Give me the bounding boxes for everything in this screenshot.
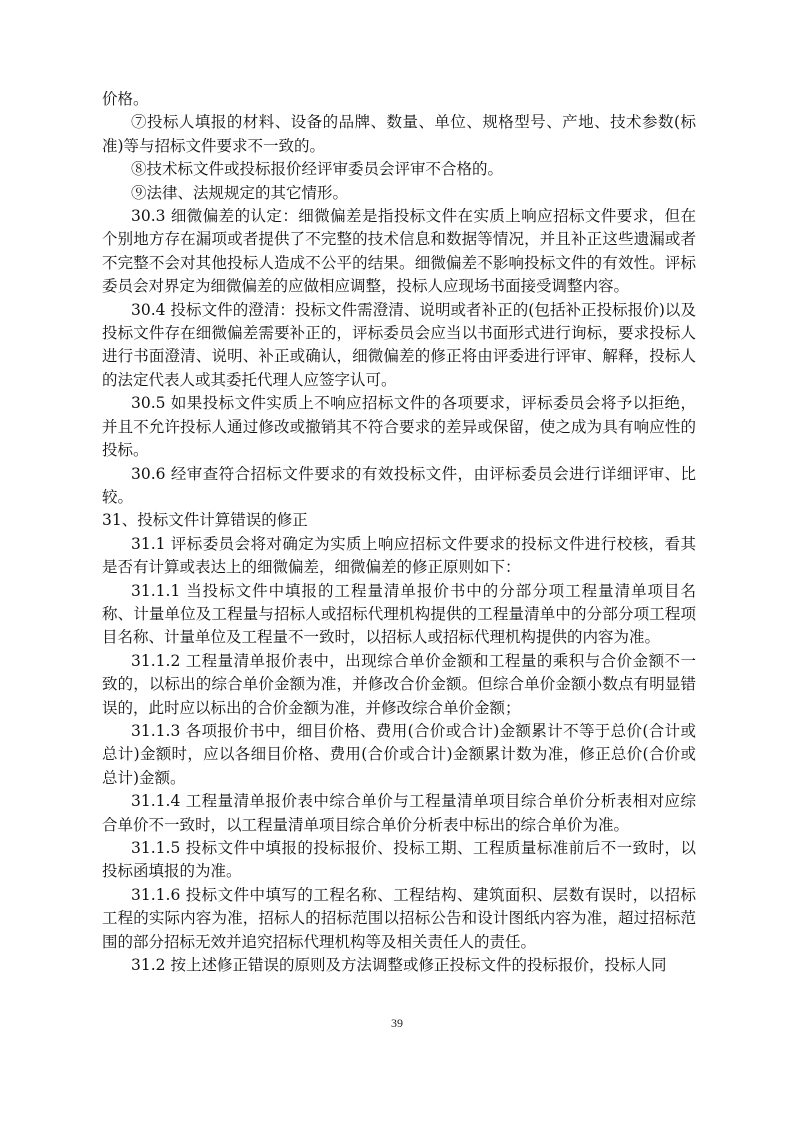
paragraph-31-1-3: 31.1.3 各项报价书中，细目价格、费用(合价或合计)金额累计不等于总价(合计或总计)金额时，应以各细目价格、费用(合价或合计)金额累计数为准，修正总价(合价或总计)金额。 [102,721,696,787]
paragraph-31-1: 31.1 评标委员会将对确定为实质上响应招标文件要求的投标文件进行校核，看其是否有计算或表达上的细微偏差，细微偏差的修正原则如下： [102,534,696,577]
paragraph-30-6: 30.6 经审查符合招标文件要求的有效投标文件，由评标委员会进行详细评审、比较。 [102,464,696,506]
paragraph-31-1-4: 31.1.4 工程量清单报价表中综合单价与工程量清单项目综合单价分析表相对应综合单价不一致时，以工程量清单项目综合单价分析表中标出的综合单价为准。 [102,792,696,834]
paragraph-31-2: 31.2 按上述修正错误的原则及方法调整或修正投标文件的投标报价，投标人同 [131,956,667,975]
paragraph-30-4: 30.4 投标文件的澄清：投标文件需澄清、说明或者补正的(包括补正投标报价)以及投标文件存在细微偏差需要补正的，评标委员会应当以书面形式进行询标，要求投标人进行书面澄清、说明、补正或确认，细微偏差的修正将由评委进行评审、解释，投标人的法定代表人或其委托代理人应签字认可。 [102,300,696,389]
paragraph-31-1-1: 31.1.1 当投标文件中填报的工程量清单报价书中的分部分项工程量清单项目名称、计量单位及工程量与招标人或招标代理机构提供的工程量清单中的分部分项工程项目名称、计量单位及工程量不一致时，以招标人或招标代理机构提供的内容为准。 [102,581,696,647]
paragraph-31-1-5: 31.1.5 投标文件中填报的投标报价、投标工期、工程质量标准前后不一致时，以投标函填报的为准。 [102,839,696,881]
paragraph-30-3: 30.3 细微偏差的认定：细微偏差是指投标文件在实质上响应招标文件要求，但在个别地方存在漏项或者提供了不完整的技术信息和数据等情况，并且补正这些遗漏或者不完整不会对其他投标人造成不公平的结果。细微偏差不影响投标文件的有效性。评标委员会对界定为细微偏差的应做相应调整，投标人应现场书面接受调整内容。 [102,207,696,296]
paragraph-item-7: ⑦投标人填报的材料、设备的品牌、数量、单位、规格型号、产地、技术参数(标准)等与招标文件要求不一致的。 [102,113,696,155]
paragraph-item-9: ⑨法律、法规规定的其它情形。 [131,183,349,202]
document-body [102,88,696,977]
paragraph-price-end: 价格。 [102,90,149,108]
section-heading-31: 31、投标文件计算错误的修正 [102,511,308,530]
page-number: 39 [391,1016,403,1030]
paragraph-item-8: ⑧技术标文件或投标报价经评审委员会评审不合格的。 [131,160,504,179]
paragraph-31-1-2: 31.1.2 工程量清单报价表中，出现综合单价金额和工程量的乘积与合价金额不一致的，以标出的综合单价金额为准，并修改合价金额。但综合单价金额小数点有明显错误的，此时应以标出的合价金额为准，并修改综合单价金额； [102,651,696,717]
paragraph-31-1-6: 31.1.6 投标文件中填写的工程名称、工程结构、建筑面积、层数有误时，以招标工程的实际内容为准，招标人的招标范围以招标公告和设计图纸内容为准，超过招标范围的部分招标无效并追究招标代理机构等及相关责任人的责任。 [102,885,696,951]
paragraph-30-5: 30.5 如果投标文件实质上不响应招标文件的各项要求，评标委员会将予以拒绝，并且不允许投标人通过修改或撤销其不符合要求的差异或保留，使之成为具有响应性的投标。 [102,394,696,460]
